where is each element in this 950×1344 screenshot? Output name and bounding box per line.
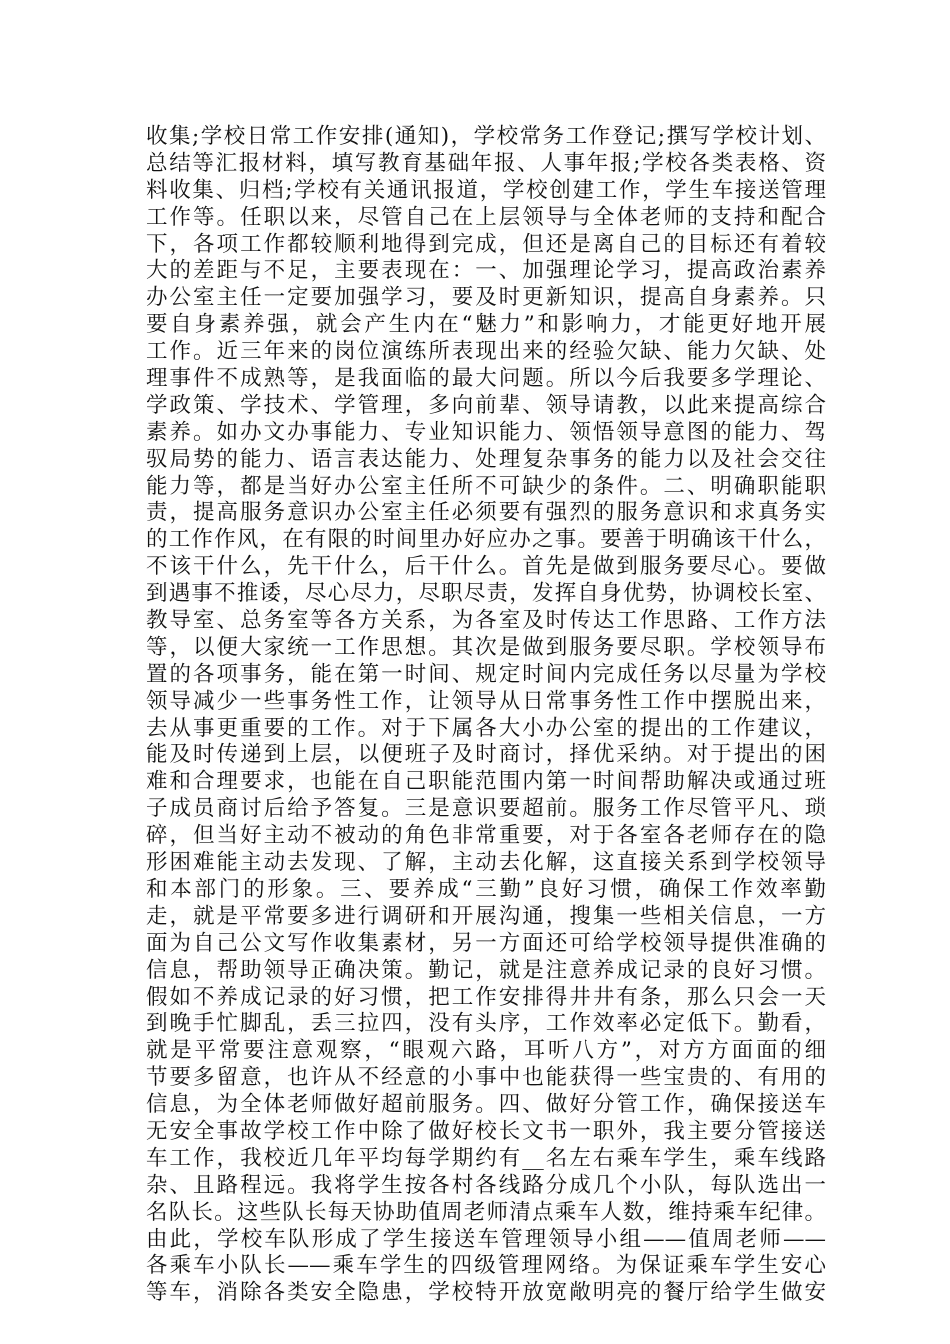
text-line: 到晚手忙脚乱，丢三拉四，没有头序，工作效率必定低下。勤看， <box>146 1011 826 1037</box>
text-line: 料收集、归档;学校有关通讯报道，学校创建工作，学生车接送管理 <box>146 177 826 203</box>
text-line: 和本部门的形象。三、要养成“三勤”良好习惯，确保工作效率勤 <box>146 876 826 902</box>
text-line: 置的各项事务，能在第一时间、规定时间内完成任务以尽量为学校 <box>146 661 826 687</box>
text-line: 收集;学校日常工作安排(通知)，学校常务工作登记;撰写学校计划、 <box>146 124 826 149</box>
text-line: 名队长。这些队长每天协助值周老师清点乘车人数，维持乘车纪律。 <box>146 1199 826 1225</box>
text-line: 要自身素养强，就会产生内在“魅力”和影响力，才能更好地开展 <box>146 312 826 338</box>
text-line: 总结等汇报材料，填写教育基础年报、人事年报;学校各类表格、资 <box>146 150 826 176</box>
text-line: 假如不养成记录的好习惯，把工作安排得井井有条，那么只会一天 <box>146 984 826 1010</box>
text-line: 面为自己公文写作收集素材，另一方面还可给学校领导提供准确的 <box>146 930 826 956</box>
text-line: 各乘车小队长——乘车学生的四级管理网络。为保证乘车学生安心 <box>146 1253 826 1279</box>
text-line: 能及时传递到上层，以便班子及时商讨，择优采纳。对于提出的困 <box>146 742 826 768</box>
text-line: 由此，学校车队形成了学生接送车管理领导小组——值周老师—— <box>146 1226 826 1252</box>
text-line: 办公室主任一定要加强学习，要及时更新知识，提高自身素养。只 <box>146 285 826 311</box>
text-line: 节要多留意，也许从不经意的小事中也能获得一些宝贵的、有用的 <box>146 1065 826 1091</box>
text-line: 驭局势的能力、语言表达能力、处理复杂事务的能力以及社会交往 <box>146 446 826 472</box>
text-line: 就是平常要注意观察，“眼观六路，耳听八方”，对方方面面的细 <box>146 1038 826 1064</box>
text-line: 等车，消除各类安全隐患，学校特开放宽敞明亮的餐厅给学生做安 <box>146 1280 826 1306</box>
text-line: 到遇事不推诿，尽心尽力，尽职尽责，发挥自身优势，协调校长室、 <box>146 581 826 607</box>
text-line: 杂、且路程远。我将学生按各村各线路分成几个小队，每队选出一 <box>146 1172 826 1198</box>
text-line: 碎，但当好主动不被动的角色非常重要，对于各室各老师存在的隐 <box>146 823 826 849</box>
text-line: 形困难能主动去发现、了解，主动去化解，这直接关系到学校领导 <box>146 850 826 876</box>
text-line: 的工作作风，在有限的时间里办好应办之事。要善于明确该干什么， <box>146 527 826 553</box>
text-line: 信息，帮助领导正确决策。勤记，就是注意养成记录的良好习惯。 <box>146 957 826 983</box>
text-line: 信息，为全体老师做好超前服务。四、做好分管工作，确保接送车 <box>146 1092 826 1118</box>
text-line: 不该干什么，先干什么，后干什么。首先是做到服务要尽心。要做 <box>146 554 826 580</box>
text-line: 子成员商讨后给予答复。三是意识要超前。服务工作尽管平凡、琐 <box>146 796 826 822</box>
text-line: 走，就是平常要多进行调研和开展沟通，搜集一些相关信息，一方 <box>146 903 826 929</box>
text-line: 理事件不成熟等，是我面临的最大问题。所以今后我要多学理论、 <box>146 366 826 392</box>
text-line: 工作。近三年来的岗位演练所表现出来的经验欠缺、能力欠缺、处 <box>146 339 826 365</box>
text-line: 大的差距与不足，主要表现在：一、加强理论学习，提高政治素养 <box>146 258 826 284</box>
text-line: 无安全事故学校工作中除了做好校长文书一职外，我主要分管接送 <box>146 1118 826 1144</box>
text-line: 教导室、总务室等各方关系，为各室及时传达工作思路、工作方法 <box>146 608 826 634</box>
text-line: 领导减少一些事务性工作，让领导从日常事务性工作中摆脱出来， <box>146 688 826 714</box>
body-text <box>146 124 826 1307</box>
text-line: 素养。如办文办事能力、专业知识能力、领悟领导意图的能力、驾 <box>146 419 826 445</box>
text-line: 车工作，我校近几年平均每学期约有__名左右乘车学生，乘车线路 <box>146 1145 826 1171</box>
text-line: 等，以便大家统一工作思想。其次是做到服务要尽职。学校领导布 <box>146 634 826 660</box>
text-line: 去从事更重要的工作。对于下属各大小办公室的提出的工作建议， <box>146 715 826 741</box>
text-line: 责，提高服务意识办公室主任必须要有强烈的服务意识和求真务实 <box>146 500 826 526</box>
text-line: 工作等。任职以来，尽管自己在上层领导与全体老师的支持和配合 <box>146 204 826 230</box>
text-line: 难和合理要求，也能在自己职能范围内第一时间帮助解决或通过班 <box>146 769 826 795</box>
text-line: 学政策、学技术、学管理，多向前辈、领导请教，以此来提高综合 <box>146 392 826 418</box>
text-line: 能力等，都是当好办公室主任所不可缺少的条件。二、明确职能职 <box>146 473 826 499</box>
text-line: 下，各项工作都较顺利地得到完成，但还是离自己的目标还有着较 <box>146 231 826 257</box>
